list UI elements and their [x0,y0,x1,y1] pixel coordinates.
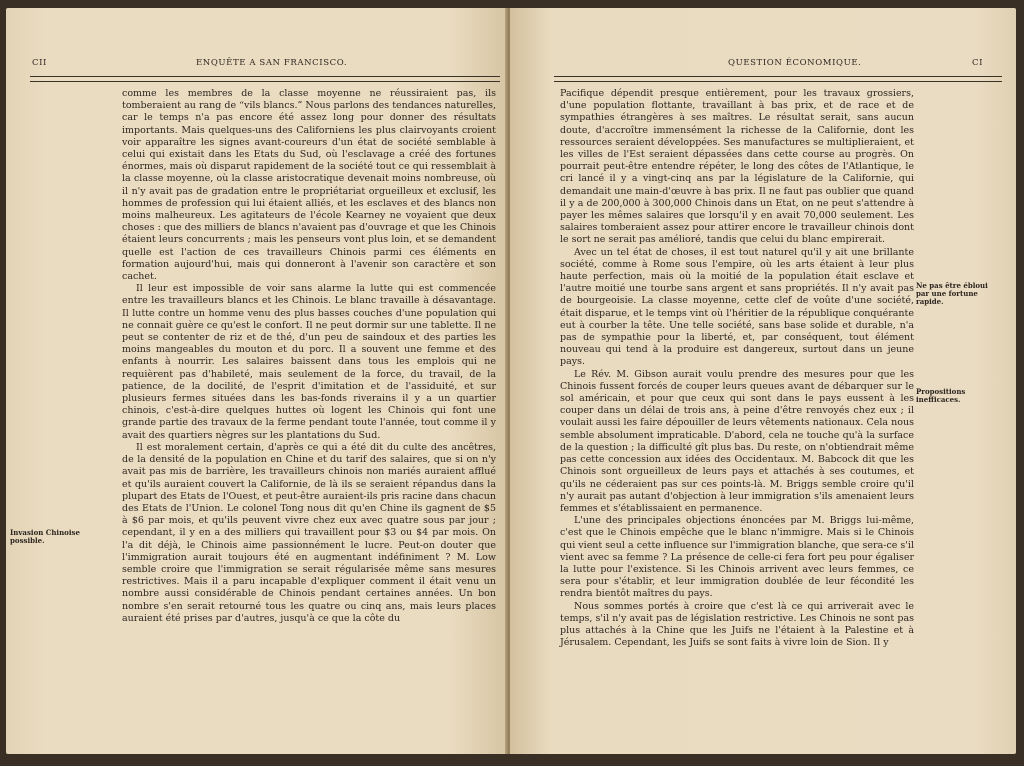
margin-note-invasion: Invasion Chinoise possible. [10,528,80,545]
paragraph: Il leur est impossible de voir sans alarme la lutte qui est commencée entre les travailleurs blancs et les Chinois. Le blanc travaille à désavantage. Il lutte contre un homme venu des plus basses couches d'une population qui ne connait guère ce qu'est le confort. Il ne peut dormir sur une tablette. Il ne peut se contenter de riz et de thé, d'un peu de saindoux et des parties les moins mangeables du mouton et du porc. Il a souvent une femme et des enfants à nourrir. Les salaires baissent dans tous les emplois qui ne requièrent pas d'habileté, mais seulement de la force, du travail, de la patience, de la docilité, de l'esprit d'imitation et de l'assiduité, et sur plusieurs fermes situées dans les bas-fonds riverains il y a un quartier chinois, c'est-à-dire quelques huttes où logent les Chinois qui font une grande partie des travaux de la ferme pendant toute l'année, tout comme il y avait des quartiers nègres sur les plantations du Sud. [122,283,496,441]
margin-note-propositions: Propositions inefficaces. [916,387,966,404]
paragraph: Avec un tel état de choses, il est tout naturel qu'il y ait une brillante société, comme à Rome sous l'empire, où les arts étaient à leur plus haute perfection, mais où la moitié de la population était esclave et l'autre moitié une tourbe sans argent et sans propriétés. Il n'y avait pas de bourgeoisie. La classe moyenne, cette clef de voûte d'une société, était disparue, et le temps vint où l'héritier de la république conquérante eut à courber la tête. Une telle société, sans base solide et durable, n'a pas de sympathie pour la liberté, et, par conséquent, tout élément nouveau qui tend à la produire est dangereux, surtout dans un jeune pays. [560,246,914,368]
right-page-number: CI [972,58,984,68]
right-body-text [560,88,914,649]
right-header-rule [554,76,1002,82]
left-page [6,8,509,754]
paragraph: comme les membres de la classe moyenne ne réussiraient pas, ils tomberaient au rang de “vils blancs.” Nous parlons des tendances naturelles, car le temps n'a pas encore été assez long pour donner des résultats importants. Mais quelques-uns des Californiens les plus clairvoyants croient voir apparaître les signes avant-coureurs d'un état de société semblable à celui qui existait dans les Etats du Sud, où l'esclavage a créé des fortunes énormes, mais où disparut rapidement de la société tout ce qui ressemblait à la classe moyenne, où la classe aristocratique devenait moins nombreuse, où il n'y avait pas de gradation entre le propriétariat orgueilleux et exclusif, les hommes de profession qui lui étaient alliés, et les esclaves et des blancs non moins malheureux. Les agitateurs de l'école Kearney ne voyaient que deux choses : que des milliers de blancs n'avaient pas d'ouvrage et que les Chinois étaient leurs concurrents ; mais les penseurs vont plus loin, et se demandent quelle est l'action de ces travailleurs Chinois parmi ces éléments en formation aujourd'hui, mais qui donneront à l'avenir son caractère et son cachet. [122,88,496,283]
right-page [510,8,1016,754]
right-running-head: QUESTION ÉCONOMIQUE. [728,58,862,68]
paragraph: Le Rév. M. Gibson aurait voulu prendre des mesures pour que les Chinois fussent forcés de couper leurs queues avant de débarquer sur le sol américain, et pour que ceux qui sont dans le pays eussent à les couper dans un délai de trois ans, à peine d'être renvoyés chez eux ; il voulait aussi les faire dépouiller de leurs vêtements nationaux. Cela nous semble absolument impraticable. D'abord, cela ne touche qu'à la surface de la question ; la difficulté gît plus bas. Du reste, on n'obtiendrait même pas cette concession aux idées des Occidentaux. M. Babcock dit que les Chinois sont orgueilleux de leurs pays et attachés à ses coutumes, et qu'ils ne céderaient pas sur ces points-là. M. Briggs semble croire qu'il n'y aurait pas autant d'objection à leur immigration s'ils amenaient leurs femmes et s'établissaient en permanence. [560,368,914,514]
left-body-text [122,88,496,625]
paragraph: Il est moralement certain, d'après ce qui a été dit du culte des ancêtres, de la densité de la population en Chine et du tarif des salaires, que si on n'y avait pas mis de barrière, les travailleurs chinois non mariés auraient afflué et qu'ils auraient couvert la Californie, de là ils se seraient répandus dans la plupart des Etats de l'Ouest, et peut-être auraient-ils pris racine dans chacun des Etats de l'Union. Le colonel Tong nous dit qu'en Chine ils gagnent de $5 à $6 par mois, et qu'ils peuvent vivre chez eux avec quatre sous par jour ; cependant, il y en a des milliers qui travaillent pour $3 ou $4 par mois. On l'a dit déjà, le Chinois aime passionnément le lucre. Peut-on douter que l'immigration aurait toujours été en augmentant indéfiniment ? M. Low semble croire que l'immigration se serait régularisée même sans mesures restrictives. Mais il a paru incapable d'expliquer comment il était venu un nombre aussi considérable de Chinois pendant certaines années. Un bon nombre s'en serait retourné tous les quatre ou cinq ans, mais leurs places auraient été prises par d'autres, jusqu'à ce que la côte du [122,441,496,624]
left-page-number: CII [32,58,48,68]
paragraph: L'une des principales objections énoncées par M. Briggs lui-même, c'est que le Chinois empêche que le blanc n'immigre. Mais si le Chinois qui vient seul a cette influence sur l'immigration blanche, que sera-ce s'il vient avec sa femme ? La présence de celle-ci fera fort peu pour égaliser la lutte pour l'existence. Si les Chinois arrivent avec leurs femmes, ce sera pour s'établir, et leur immigration doublée de leur fécondité les rendra bientôt maîtres du pays. [560,515,914,600]
margin-note-fortune: Ne pas être ébloui par une fortune rapide. [916,281,988,306]
left-running-head: ENQUÊTE A SAN FRANCISCO. [196,58,348,68]
left-header-rule [30,76,500,82]
paragraph: Nous sommes portés à croire que c'est là ce qui arriverait avec le temps, s'il n'y avait pas de législation restrictive. Les Chinois ne sont pas plus attachés à la Chine que les Juifs ne l'étaient à la Palestine et à Jérusalem. Cependant, les Juifs se sont faits à vivre loin de Sion. Il y [560,600,914,649]
paragraph: Pacifique dépendit presque entièrement, pour les travaux grossiers, d'une population flottante, travaillant à bas prix, et de race et de sympathies étrangères à ses maîtres. Le résultat serait, sans aucun doute, d'accroître immensément la richesse de la Californie, dont les ressources seraient développées. Ses manufactures se multiplieraient, et les villes de l'Est seraient dépassées dans cette course au progrès. On pourrait peut-être entendre répéter, le long des côtes de l'Atlantique, le cri lancé il y a vingt-cinq ans par la législature de la Californie, qui demandait une main-d'œuvre à bas prix. Il ne faut pas oublier que quand il y a de 200,000 à 300,000 Chinois dans un Etat, on ne peut s'attendre à payer les mêmes salaires que lorsqu'il y en avait 70,000 seulement. Les salaires tomberaient assez pour attirer encore le travailleur chinois dont le sort ne serait pas amélioré, tandis que celui du blanc empirerait. [560,88,914,246]
